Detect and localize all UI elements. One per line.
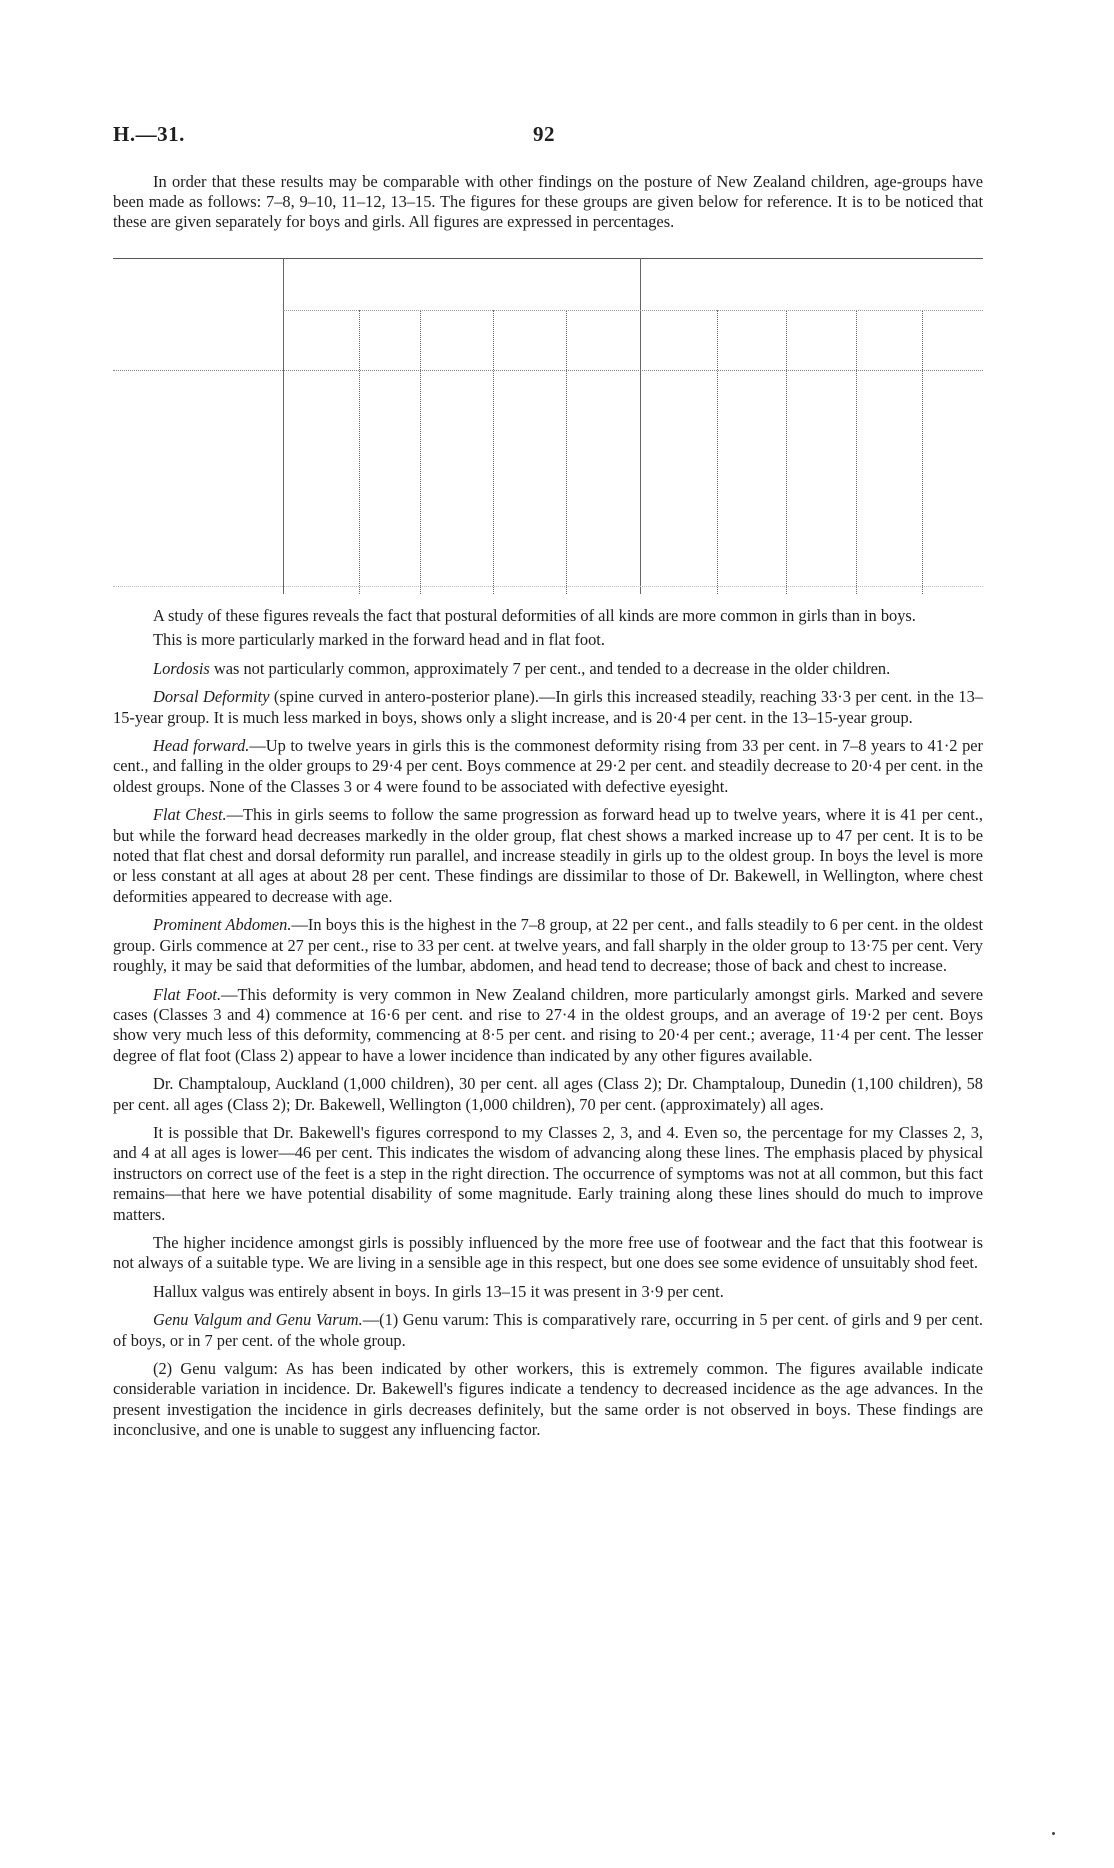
paragraph-text: —This in girls seems to follow the same progression as forward head up to twelve years, where it is 41 per cent., but while the forward head decreases markedly in the older group, flat chest shows a marked increase up to 47 per cent. It is to be noted that flat chest and dorsal deformity run parallel, and increase steadily in girls up to the oldest group. In boys the level is more or less constant at all ages at about 28 per cent. These findings are dissimilar to those of Dr. Bakewell, in Wellington, where chest deformities appeared to decrease with age. <box>113 805 983 906</box>
paragraph-lead: Flat Foot. <box>153 984 222 1004</box>
table-column-divider <box>359 310 360 594</box>
table-bottom-rule <box>113 586 983 587</box>
paragraph-lead: Flat Chest. <box>153 805 227 825</box>
body-paragraph <box>113 1282 983 1302</box>
paragraph-text: —In boys this is the highest in the 7–8 group, at 22 per cent., and falls steadily to 6 per cent. in the oldest group. Girls commence at 27 per cent., rise to 33 per cent. at twelve years, and fall sharply in the older group to 13·75 per cent. Very roughly, it may be said that deformities of the lumbar, abdomen, and head tend to decrease; those of back and chest to increase. <box>113 915 983 976</box>
table-header-rule <box>113 370 983 371</box>
body-paragraph <box>113 736 983 797</box>
body-paragraph <box>113 687 983 728</box>
table-column-divider <box>283 258 284 594</box>
body-paragraph <box>113 1074 983 1115</box>
paragraph-lead: Genu Valgum and Genu Varum. <box>153 1310 363 1330</box>
table-column-divider <box>856 310 857 594</box>
paragraph-lead: Dorsal Deformity <box>153 687 270 707</box>
table-column-divider <box>420 310 421 594</box>
body-paragraph <box>113 915 983 976</box>
paragraph-text: was not particularly common, approximately 7 per cent., and tended to a decrease in the older children. <box>209 658 891 678</box>
paragraph-text: —This deformity is very common in New Zealand children, more particularly amongst girls. Marked and severe cases (Classes 3 and 4) commence at 16·6 per cent. and rise to 27·4 in the oldest groups, and an average of 19·2 per cent. Boys show very much less of this deformity, commencing at 8·5 per cent. and rising to 20·4 per cent.; average, 11·4 per cent. The lesser degree of flat foot (Class 2) appear to have a lower incidence than indicated by any other figures available. <box>113 984 983 1065</box>
body-paragraph <box>113 630 983 650</box>
table-column-divider <box>640 258 641 594</box>
paragraph-text: A study of these figures reveals the fact that postural deformities of all kinds are more common in girls than in boys. <box>153 606 916 625</box>
body-paragraph <box>113 1233 983 1274</box>
body-paragraph <box>113 1359 983 1441</box>
body-paragraph <box>113 659 983 679</box>
paragraph-text: Dr. Champtaloup, Auckland (1,000 children), 30 per cent. all ages (Class 2); Dr. Champtaloup, Dunedin (1,100 children), 58 per cent. all ages (Class 2); Dr. Bakewell, Wellington (1,000 children), 70 per cent. (approximately) all ages. <box>113 1074 983 1114</box>
body-paragraph <box>113 1123 983 1225</box>
table-top-rule <box>113 258 983 259</box>
document-reference: H.—31. <box>113 122 185 146</box>
table-column-divider <box>566 310 567 594</box>
table-column-divider <box>922 310 923 594</box>
paragraph-text: (2) Genu valgum: As has been indicated by other workers, this is extremely common. The figures available indicate considerable variation in incidence. Dr. Bakewell's figures indicate a tendency to decreased incidence as the age advances. In the present investigation the incidence in girls decreases definitely, but the same order is not observed in boys. These findings are inconclusive, and one is unable to suggest any influencing factor. <box>113 1359 983 1440</box>
table-column-divider <box>717 310 718 594</box>
print-speck <box>1052 1832 1055 1835</box>
paragraph-lead: Prominent Abdomen. <box>153 915 292 935</box>
paragraph-text: —(1) Genu varum: This is comparatively rare, occurring in 5 per cent. of girls and 9 per cent. of boys, or in 7 per cent. of the whole group. <box>113 1310 983 1350</box>
paragraph-text: Hallux valgus was entirely absent in boys. In girls 13–15 it was present in 3·9 per cent. <box>153 1281 724 1301</box>
body-paragraph <box>113 1310 983 1351</box>
paragraph-text: This is more particularly marked in the forward head and in flat foot. <box>153 630 605 650</box>
body-paragraph <box>113 606 983 626</box>
body-text <box>113 606 983 1445</box>
paragraph-text: The higher incidence amongst girls is possibly influenced by the more free use of footwear and the fact that this footwear is not always of a suitable type. We are living in a sensible age in this respect, but one does see some evidence of unsuitably shod feet. <box>113 1232 983 1273</box>
table-column-divider <box>493 310 494 594</box>
body-paragraph <box>113 985 983 1067</box>
deformity-table <box>113 258 983 578</box>
paragraph-text: —Up to twelve years in girls this is the commonest deformity rising from 33 per cent. in 7–8 years to 41·2 per cent., and falling in the older groups to 29·4 per cent. Boys commence at 29·2 per cent. and steadily decrease to 20·4 per cent. in the oldest groups. None of the Classes 3 or 4 were found to be associated with defective eyesight. <box>113 736 983 796</box>
page-number: 92 <box>533 122 555 146</box>
paragraph-lead: Head forward. <box>153 736 250 756</box>
paragraph-text: It is possible that Dr. Bakewell's figures correspond to my Classes 2, 3, and 4. Even so, the percentage for my Classes 2, 3, and 4 at all ages is lower—46 per cent. This indicates the wisdom of advancing along these lines. The emphasis placed by physical instructors on correct use of the feet is a step in the right direction. The occurrence of symptoms was not at all common, but this fact remains—that here we have potential disability of some magnitude. Early training along these lines should do much to improve matters. <box>113 1122 983 1224</box>
paragraph-text: (spine curved in antero-posterior plane).—In girls this increased steadily, reaching 33·3 per cent. in the 13–15-year group. It is much less marked in boys, shows only a slight increase, and is 20·4 per cent. in the 13–15-year group. <box>113 687 983 727</box>
body-paragraph <box>113 805 983 907</box>
table-column-divider <box>786 310 787 594</box>
intro-paragraph: In order that these results may be comparable with other findings on the posture of New Zealand children, age-groups have been made as follows: 7–8, 9–10, 11–12, 13–15. The figures for these groups are given below for reference. It is to be noticed that these are given separately for boys and girls. All figures are expressed in percentages. <box>113 172 983 231</box>
paragraph-lead: Lordosis <box>153 658 210 678</box>
group-header-rule <box>283 310 983 311</box>
